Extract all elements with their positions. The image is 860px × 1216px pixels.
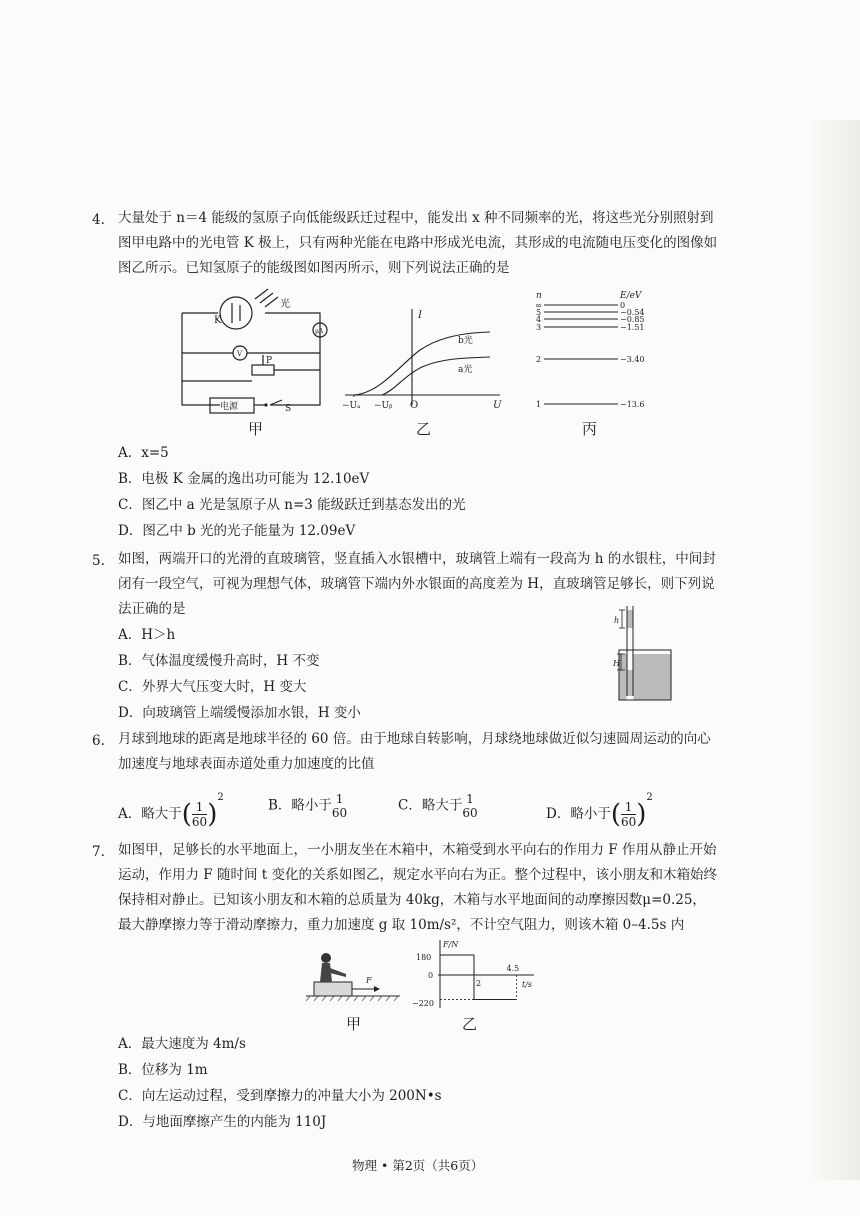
q4-fig-bing-energy-levels: [532, 288, 662, 413]
a-light-label: a光: [458, 365, 473, 375]
microammeter-label: μA: [315, 328, 324, 335]
level-e-1: −13.6: [620, 400, 645, 409]
q7-number: 7.: [92, 844, 105, 860]
q6-option-c: [398, 792, 478, 820]
voltmeter-label: V: [237, 350, 243, 358]
q5-option-d: D．向玻璃管上端缓慢添加水银，H 变小: [118, 705, 361, 721]
q4-fig-bing-caption: 丙: [582, 420, 598, 438]
q6-option-a-exponent: 2: [217, 792, 224, 803]
q6-option-a-label: A．略大于: [118, 806, 182, 822]
H-label: H: [613, 659, 620, 668]
light-label: 光: [280, 299, 290, 310]
level-n-1: 1: [536, 400, 542, 409]
level-e-3: −1.51: [620, 323, 645, 332]
q6-option-d: D．略小于( $\frac{1}{60}$ )$^2$: [546, 792, 653, 830]
level-e-2: −3.40: [620, 355, 645, 364]
q4-fig-jia-caption: 甲: [248, 420, 264, 438]
u-axis-label: U: [493, 400, 502, 411]
t-tick-2: 2: [476, 979, 482, 988]
q6-number: 6.: [92, 733, 105, 749]
q4-option-c: C．图乙中 a 光是氢原子从 n=3 能级跃迁到基态发出的光: [118, 497, 466, 513]
q6-option-b-label: B．略小于: [268, 797, 332, 814]
y-tick-180: 180: [416, 953, 432, 962]
q6-option-b-fraction: 1 60: [331, 792, 348, 820]
y-tick-0: 0: [428, 971, 434, 980]
level-n-inf: ∞: [535, 301, 542, 310]
q7-option-d: D．与地面摩擦产生的内能为 110J: [118, 1114, 327, 1130]
k-label: K: [214, 315, 222, 326]
level-n-4: 4: [536, 315, 542, 324]
q7-fig-jia-child-box: [302, 948, 402, 1003]
level-e-4: −0.85: [620, 315, 645, 324]
q4-fig-jia-circuit: [170, 285, 330, 425]
level-e-5: −0.54: [620, 308, 645, 317]
q6-option-d-fraction: $\frac{1}{60}$: [620, 800, 637, 829]
q5-option-a: A．H＞h: [118, 627, 176, 643]
neg-ub-label: −Uᵦ: [374, 401, 393, 411]
n-header: n: [536, 291, 542, 301]
q7-fig-yi-ft-chart: [410, 938, 540, 1010]
power-source-label: 电源: [220, 402, 239, 412]
level-n-2: 2: [536, 355, 542, 364]
y-tick-neg220: −220: [412, 999, 434, 1008]
b-light-label: b光: [458, 336, 473, 346]
q4-number: 4.: [92, 212, 105, 228]
force-series-line: [440, 955, 517, 999]
level-e-inf: 0: [620, 301, 626, 310]
q7-stem: 如图甲，足够长的水平地面上，一小朋友坐在木箱中，木箱受到水平向右的作用力 F 作用从静止开始运动，作用力 F 随时间 t 变化的关系如图乙，规定水平向右为正。整个过程中，该小朋友和木箱始终保持相对静止。已知该小朋友和木箱的总质量为 40kg，木箱与水平地面间的动摩擦因数μ=0.25，最大静摩擦力等于滑动摩擦力，重力加速度 g 取 10m/s²，不计空气阻力，则该木箱 0–4.5s 内: [118, 842, 717, 933]
q5-number: 5.: [92, 553, 105, 569]
page-footer: 物理 • 第2页（共6页）: [352, 1158, 484, 1173]
q5-option-c: C．外界大气压变大时，H 变大: [118, 679, 307, 695]
i-axis-label: I: [418, 310, 422, 321]
q5-fig-tube: [605, 604, 677, 706]
t-tick-4-5: 4.5: [506, 964, 520, 973]
q6-option-c-fraction: 1 60: [462, 792, 478, 820]
q4-option-a: A．x=5: [118, 445, 169, 461]
q4-option-d: D．图乙中 b 光的光子能量为 12.09eV: [118, 523, 356, 539]
e-header: E/eV: [620, 291, 642, 301]
switch-label: S: [285, 404, 292, 414]
force-f-label: F: [366, 976, 372, 985]
f-axis-label: F/N: [443, 940, 459, 949]
q4-stem: 大量处于 n＝4 能级的氢原子向低能级跃迁过程中，能发出 x 种不同频率的光，将这些光分别照射到图甲电路中的光电管 K 极上，只有两种光能在电路中形成光电流，其形成的电流随电压变化的图像如图乙所示。已知氢原子的能级图如图丙所示，则下列说法正确的是: [118, 210, 718, 276]
q4-fig-yi-caption: 乙: [416, 420, 432, 438]
q7-fig-jia-caption: 甲: [346, 1015, 362, 1033]
q7-option-a: A．最大速度为 4m/s: [118, 1036, 246, 1052]
p-label: P: [266, 356, 273, 366]
q5-stem: 如图，两端开口的光滑的直玻璃管，竖直插入水银槽中，玻璃管上端有一段高为 h 的水银柱，中间封闭有一段空气，可视为理想气体，玻璃管下端内外水银面的高度差为 H，直玻璃管足够长，则下列说法正确的是: [118, 551, 716, 617]
t-axis-label: t/s: [522, 980, 533, 989]
q6-option-a: A．略大于( $\frac{1}{60}$ )$^2$: [118, 792, 224, 830]
q7-fig-yi-caption: 乙: [462, 1015, 478, 1033]
origin-label: O: [410, 400, 419, 411]
h-label: h: [614, 616, 620, 625]
q6-option-a-fraction: $\frac{1}{60}$: [191, 800, 208, 829]
q7-option-b: B．位移为 1m: [118, 1062, 208, 1078]
q6-option-d-exponent: 2: [646, 792, 653, 803]
q4-option-b: B．电极 K 金属的逸出功可能为 12.10eV: [118, 471, 370, 487]
page-edge-shadow: [805, 120, 860, 1180]
neg-ua-label: −Uₐ: [342, 401, 361, 411]
level-n-3: 3: [536, 323, 542, 332]
q6-option-d-label: D．略小于: [546, 806, 611, 822]
q6-option-c-label: C．略大于: [398, 797, 463, 814]
q7-option-c: C．向左运动过程，受到摩擦力的冲量大小为 200N•s: [118, 1088, 442, 1104]
q6-option-b: [268, 792, 347, 820]
level-n-5: 5: [536, 308, 542, 317]
q4-fig-yi-iu-graph: [340, 305, 510, 415]
q6-stem: 月球到地球的距离是地球半径的 60 倍。由于地球自转影响，月球绕地球做近似匀速圆周运动的向心加速度与地球表面赤道处重力加速度的比值: [118, 731, 711, 772]
q5-option-b: B．气体温度缓慢升高时，H 不变: [118, 653, 320, 669]
